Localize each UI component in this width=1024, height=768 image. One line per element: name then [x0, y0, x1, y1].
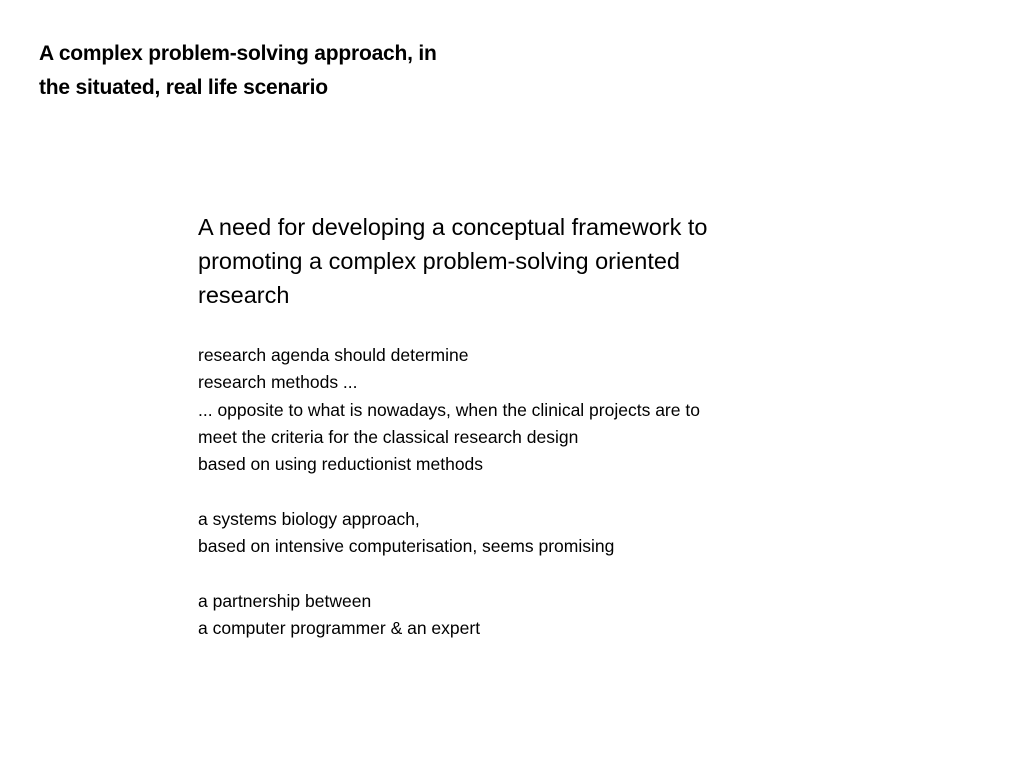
lead-line: research	[198, 282, 290, 308]
paragraph-line: based on using reductionist methods	[198, 454, 484, 475]
paragraph-line: research agenda should determine	[198, 345, 469, 365]
lead-statement	[198, 210, 838, 312]
paragraph-line: based on intensive computerisation, seems promising	[198, 536, 615, 557]
paragraph-line: a systems biology approach,	[198, 508, 420, 529]
paragraph-line: meet the criteria for the classical research design	[198, 426, 579, 447]
slide-body	[198, 210, 838, 642]
slide-title	[39, 37, 599, 105]
paragraph-systems-biology	[198, 506, 838, 561]
slide-title-line: the situated, real life scenario	[39, 76, 328, 99]
lead-line: A need for developing a conceptual framework to	[198, 214, 708, 240]
paragraph-line: research methods ...	[198, 372, 358, 393]
lead-line: promoting a complex problem-solving oriented	[198, 248, 680, 274]
paragraph-line: ... opposite to what is nowadays, when the clinical projects are to	[198, 399, 700, 420]
paragraph-line: a computer programmer & an expert	[198, 617, 481, 638]
paragraph-line: a partnership between	[198, 590, 372, 611]
paragraph-partnership	[198, 588, 838, 643]
slide-title-line: A complex problem-solving approach, in	[39, 42, 437, 65]
paragraph-research-methods	[198, 342, 838, 478]
